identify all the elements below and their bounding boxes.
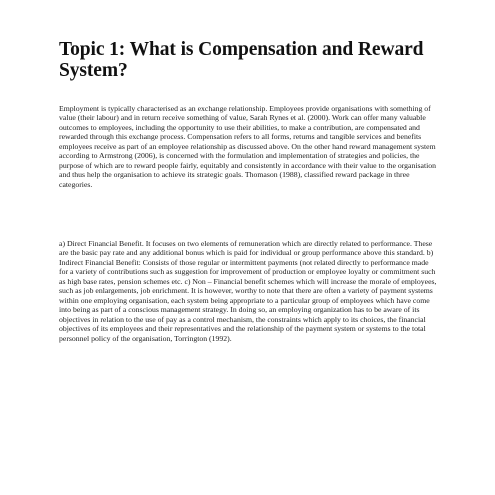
paragraph-benefit-categories: a) Direct Financial Benefit. It focuses on two elements of remuneration which are directly related to performance. These are the basic pay rate and any additional bonus which is paid for individual or group performance above this standard. b) Indirect Financial Benefit: Consists of those regular or intermittent payments (not related directly to performance made for a variety of contributions such as suggestion for improvement of production or employee loyalty or commitment such as high base rates, pension schemes etc. c) Non – Financial benefit schemes which will increase the morale of employees, such as job enlargements, job enrichment. It is however, worthy to note that there are often a variety of payment systems within one employing organisation, each system being appropriate to a particular group of employees which have come into being as part of a conscious management strategy. In doing so, an employing organization has to be aware of its objectives in relation to the use of pay as a control mechanism, the constraints which apply to its choices, the financial objectives of its employees and their representatives and the relationship of the payment system or systems to the total personnel policy of the organisation, Torrington (1992).: [59, 239, 437, 343]
page-title: Topic 1: What is Compensation and Reward System?: [59, 39, 424, 81]
paragraph-intro: Employment is typically characterised as an exchange relationship. Employees provide organisations with something of value (their labour) and in return receive something of value, Sarah Rynes et al. (2000). Work can offer many valuable outcomes to employees, including the opportunity to use their abilities, to make a contribution, are compensated and rewarded through this exchange process. Compensation refers to all forms, returns and tangible services and benefits employees receive as part of an employee relationship as discussed above. On the other hand reward management system according to Armstrong (2006), is concerned with the formulation and implementation of strategies and policies, the purpose of which are to reward people fairly, equitably and consistently in accordance with their value to the organisation and thus help the organisation to achieve its strategic goals. Thomason (1988), classified reward package in three categories.: [59, 104, 437, 189]
